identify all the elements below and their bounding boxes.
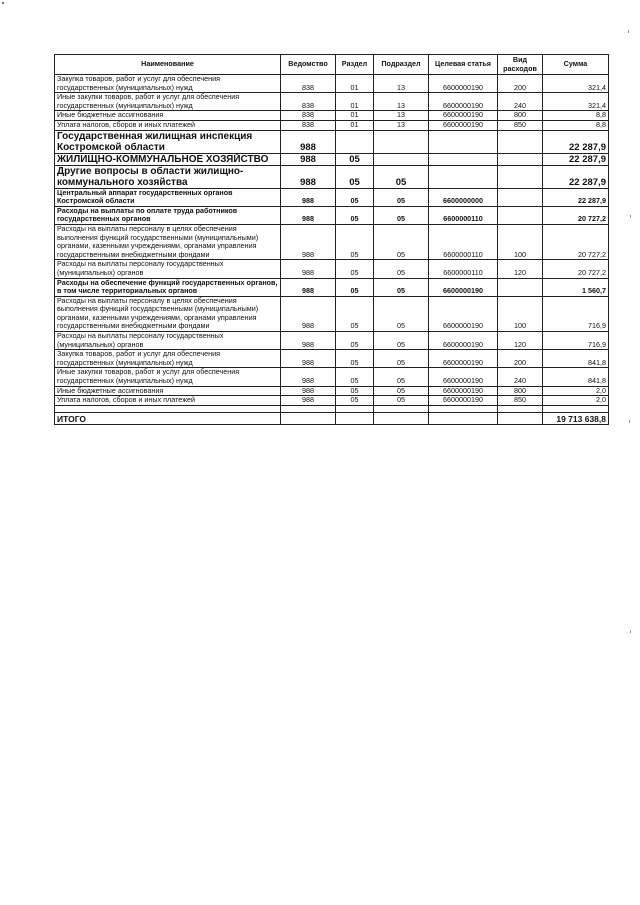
cell-sum: 20 727,2	[543, 224, 609, 259]
cell-target	[429, 153, 498, 165]
table-row	[55, 93, 609, 111]
scan-speck	[628, 30, 629, 33]
table-row	[55, 296, 609, 331]
cell-subsection: 05	[374, 278, 429, 296]
cell-target: 6600000190	[429, 120, 498, 130]
cell-name: Закупка товаров, работ и услуг для обеспечения государственных (муниципальных) нужд	[55, 75, 281, 93]
cell-subsection: 13	[374, 93, 429, 111]
total-sum: 19 713 638,8	[543, 412, 609, 424]
table-row	[55, 206, 609, 224]
table-header-row	[55, 55, 609, 75]
cell-sum: 2,0	[543, 386, 609, 396]
scan-speck	[629, 420, 630, 423]
cell-subsection: 05	[374, 296, 429, 331]
cell-target: 6600000190	[429, 396, 498, 406]
cell-exptype: 800	[498, 386, 543, 396]
cell-name: Расходы на обеспечение функций государственных органов, в том числе территориальных органов	[55, 278, 281, 296]
cell-exptype	[498, 206, 543, 224]
cell-subsection: 13	[374, 120, 429, 130]
header-sum: Сумма	[543, 55, 609, 75]
table-row	[55, 165, 609, 188]
cell-subsection: 05	[374, 260, 429, 278]
cell-section: 05	[336, 153, 374, 165]
cell-target: 6600000110	[429, 260, 498, 278]
scan-speck	[630, 630, 631, 633]
cell-target: 6600000190	[429, 350, 498, 368]
table-row	[55, 120, 609, 130]
scan-dot	[2, 2, 4, 4]
header-dept: Ведомство	[281, 55, 336, 75]
cell-name: Центральный аппарат государственных органов Костромской области	[55, 188, 281, 206]
cell-name: Иные закупки товаров, работ и услуг для обеспечения государственных (муниципальных) нужд	[55, 368, 281, 386]
cell-target: 6600000190	[429, 75, 498, 93]
cell-exptype: 850	[498, 396, 543, 406]
table-row	[55, 188, 609, 206]
cell-subsection	[374, 130, 429, 153]
cell-target: 6600000190	[429, 278, 498, 296]
spacer-cell	[429, 405, 498, 412]
cell-sum: 2,0	[543, 396, 609, 406]
cell-section: 05	[336, 296, 374, 331]
cell-exptype	[498, 278, 543, 296]
cell-dept: 988	[281, 296, 336, 331]
cell-dept: 988	[281, 165, 336, 188]
cell-sum: 716,9	[543, 332, 609, 350]
cell-exptype	[498, 188, 543, 206]
cell-dept: 988	[281, 386, 336, 396]
header-target: Целевая статья	[429, 55, 498, 75]
cell-dept: 838	[281, 93, 336, 111]
cell-target: 6600000190	[429, 368, 498, 386]
cell-section: 05	[336, 224, 374, 259]
cell-dept: 988	[281, 368, 336, 386]
cell-section: 05	[336, 368, 374, 386]
cell-target	[429, 130, 498, 153]
cell-exptype: 200	[498, 75, 543, 93]
spacer-cell	[55, 405, 281, 412]
cell-exptype: 200	[498, 350, 543, 368]
cell-dept: 988	[281, 224, 336, 259]
cell-name: Иные закупки товаров, работ и услуг для обеспечения государственных (муниципальных) нужд	[55, 93, 281, 111]
cell-target: 6600000190	[429, 386, 498, 396]
cell-name: Расходы на выплаты персоналу государственных (муниципальных) органов	[55, 260, 281, 278]
cell-section: 05	[336, 206, 374, 224]
cell-name: Иные бюджетные ассигнования	[55, 386, 281, 396]
cell-exptype	[498, 153, 543, 165]
cell-exptype: 100	[498, 224, 543, 259]
cell-section: 01	[336, 120, 374, 130]
cell-dept: 838	[281, 120, 336, 130]
cell-dept: 838	[281, 75, 336, 93]
table-row	[55, 386, 609, 396]
total-empty-cell	[374, 412, 429, 424]
cell-name: Расходы на выплаты персоналу в целях обеспечения выполнения функций государственными (муниципальными) органами, казенными учреждениями, органами управления государственными внебюджетными фондами	[55, 224, 281, 259]
cell-subsection: 05	[374, 396, 429, 406]
table-row	[55, 332, 609, 350]
table-row	[55, 130, 609, 153]
cell-section: 05	[336, 396, 374, 406]
cell-name: Другие вопросы в области жилищно-коммунального хозяйства	[55, 165, 281, 188]
spacer-cell	[336, 405, 374, 412]
cell-sum: 8,8	[543, 111, 609, 121]
cell-section: 05	[336, 260, 374, 278]
cell-subsection: 05	[374, 368, 429, 386]
table-body	[55, 75, 609, 425]
cell-dept: 988	[281, 332, 336, 350]
cell-target: 6600000110	[429, 206, 498, 224]
spacer-cell	[498, 405, 543, 412]
cell-section: 05	[336, 188, 374, 206]
cell-section: 05	[336, 165, 374, 188]
cell-section: 05	[336, 278, 374, 296]
cell-exptype: 120	[498, 332, 543, 350]
total-empty-cell	[498, 412, 543, 424]
cell-subsection: 13	[374, 75, 429, 93]
cell-section: 05	[336, 386, 374, 396]
cell-target: 6600000190	[429, 111, 498, 121]
cell-sum: 22 287,9	[543, 130, 609, 153]
scan-speck	[630, 215, 631, 218]
cell-name: Иные бюджетные ассигнования	[55, 111, 281, 121]
table-row	[55, 260, 609, 278]
cell-exptype: 100	[498, 296, 543, 331]
cell-subsection	[374, 153, 429, 165]
cell-exptype: 800	[498, 111, 543, 121]
header-exptype: Вид расходов	[498, 55, 543, 75]
header-subsection: Подраздел	[374, 55, 429, 75]
spacer-row	[55, 405, 609, 412]
cell-sum: 841,8	[543, 350, 609, 368]
cell-name: Уплата налогов, сборов и иных платежей	[55, 120, 281, 130]
total-label: ИТОГО	[55, 412, 281, 424]
cell-dept: 988	[281, 188, 336, 206]
cell-dept: 988	[281, 278, 336, 296]
cell-sum: 8,8	[543, 120, 609, 130]
cell-target: 6600000190	[429, 93, 498, 111]
cell-section: 05	[336, 350, 374, 368]
cell-section: 01	[336, 93, 374, 111]
table-row	[55, 153, 609, 165]
cell-sum: 20 727,2	[543, 260, 609, 278]
cell-exptype: 240	[498, 93, 543, 111]
cell-exptype: 240	[498, 368, 543, 386]
table-row	[55, 75, 609, 93]
cell-subsection: 05	[374, 188, 429, 206]
cell-subsection: 05	[374, 224, 429, 259]
header-name: Наименование	[55, 55, 281, 75]
cell-sum: 321,4	[543, 75, 609, 93]
cell-section	[336, 130, 374, 153]
table-row	[55, 224, 609, 259]
spacer-cell	[543, 405, 609, 412]
cell-dept: 988	[281, 396, 336, 406]
cell-dept: 988	[281, 206, 336, 224]
cell-sum: 20 727,2	[543, 206, 609, 224]
cell-exptype	[498, 130, 543, 153]
cell-name: Расходы на выплаты персоналу в целях обеспечения выполнения функций государственными (муниципальными) органами, казенными учреждениями, органами управления государственными внебюджетными фондами	[55, 296, 281, 331]
cell-sum: 716,9	[543, 296, 609, 331]
cell-sum: 841,8	[543, 368, 609, 386]
total-empty-cell	[336, 412, 374, 424]
cell-subsection: 05	[374, 386, 429, 396]
spacer-cell	[374, 405, 429, 412]
budget-table	[54, 54, 609, 425]
cell-target: 6600000110	[429, 224, 498, 259]
cell-target: 6600000000	[429, 188, 498, 206]
total-empty-cell	[429, 412, 498, 424]
cell-subsection: 05	[374, 332, 429, 350]
total-empty-cell	[281, 412, 336, 424]
cell-name: Расходы на выплаты персоналу государственных (муниципальных) органов	[55, 332, 281, 350]
table-row	[55, 368, 609, 386]
cell-exptype: 850	[498, 120, 543, 130]
cell-exptype: 120	[498, 260, 543, 278]
cell-dept: 838	[281, 111, 336, 121]
cell-name: Уплата налогов, сборов и иных платежей	[55, 396, 281, 406]
cell-exptype	[498, 165, 543, 188]
header-section: Раздел	[336, 55, 374, 75]
cell-sum: 22 287,9	[543, 188, 609, 206]
cell-section: 05	[336, 332, 374, 350]
cell-dept: 988	[281, 130, 336, 153]
cell-sum: 321,4	[543, 93, 609, 111]
cell-dept: 988	[281, 350, 336, 368]
spacer-cell	[281, 405, 336, 412]
cell-name: Государственная жилищная инспекция Костромской области	[55, 130, 281, 153]
cell-target	[429, 165, 498, 188]
total-row	[55, 412, 609, 424]
cell-name: Закупка товаров, работ и услуг для обеспечения государственных (муниципальных) нужд	[55, 350, 281, 368]
cell-section: 01	[336, 111, 374, 121]
table-row	[55, 111, 609, 121]
cell-sum: 1 560,7	[543, 278, 609, 296]
cell-target: 6600000190	[429, 296, 498, 331]
table-row	[55, 350, 609, 368]
cell-dept: 988	[281, 153, 336, 165]
table-row	[55, 278, 609, 296]
cell-target: 6600000190	[429, 332, 498, 350]
cell-subsection: 05	[374, 165, 429, 188]
table-row	[55, 396, 609, 406]
cell-sum: 22 287,9	[543, 153, 609, 165]
cell-subsection: 05	[374, 206, 429, 224]
cell-section: 01	[336, 75, 374, 93]
cell-name: ЖИЛИЩНО-КОММУНАЛЬНОЕ ХОЗЯЙСТВО	[55, 153, 281, 165]
cell-sum: 22 287,9	[543, 165, 609, 188]
cell-subsection: 13	[374, 111, 429, 121]
cell-subsection: 05	[374, 350, 429, 368]
cell-name: Расходы на выплаты по оплате труда работников государственных органов	[55, 206, 281, 224]
cell-dept: 988	[281, 260, 336, 278]
